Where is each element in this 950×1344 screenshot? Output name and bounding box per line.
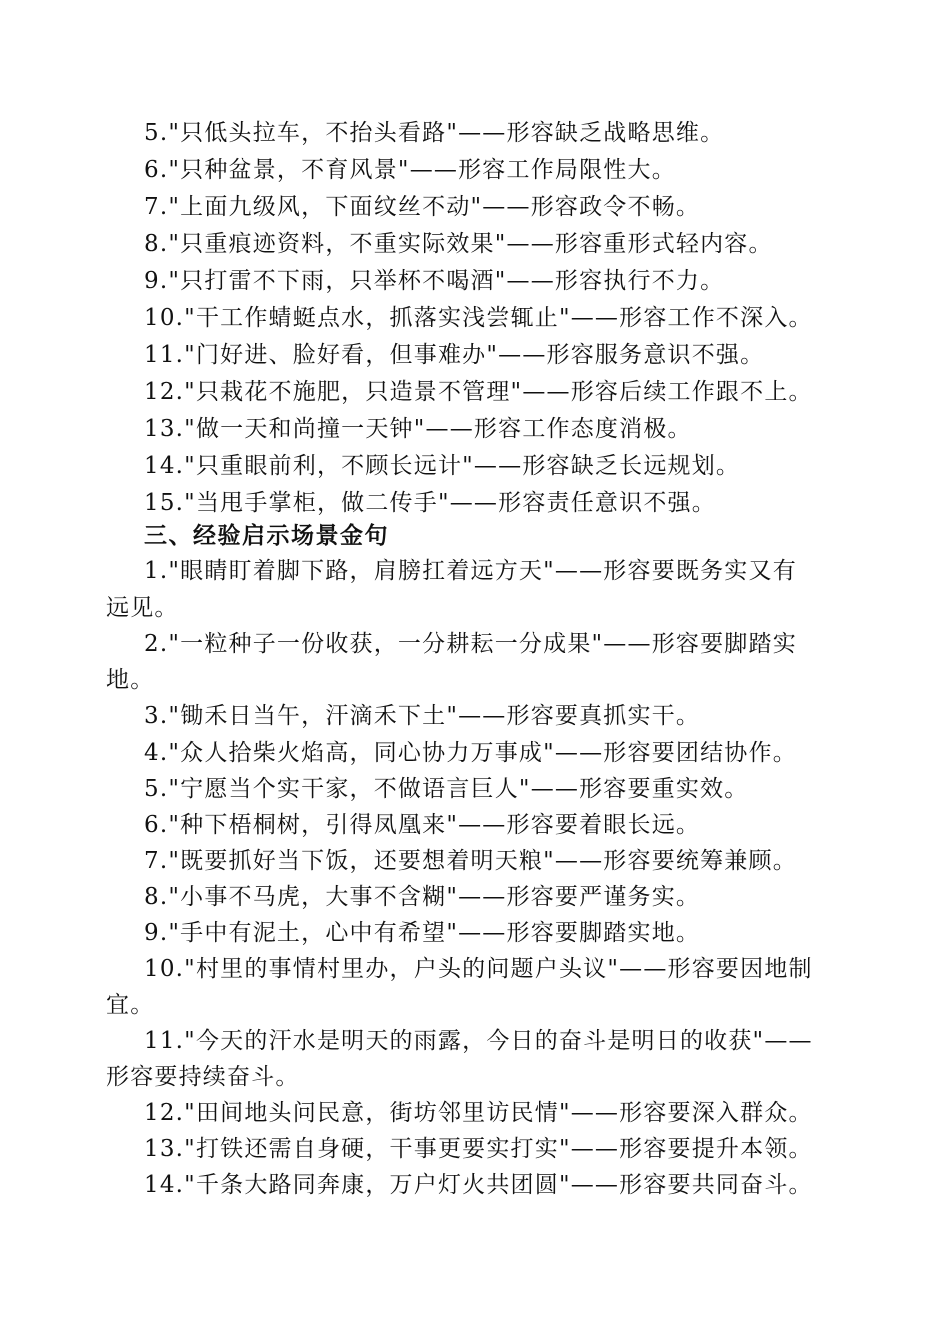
section3-item: 10."村里的事情村里办，户头的问题户头议"——形容要因地制 [144,956,813,982]
section2-item: 13."做一天和尚撞一天钟"——形容工作态度消极。 [144,416,692,442]
section3-item-cont: 远见。 [106,595,179,621]
section3-item: 2."一粒种子一份收获，一分耕耘一分成果"——形容要脚踏实 [144,631,797,657]
section2-item: 9."只打雷不下雨，只举杯不喝酒"——形容执行不力。 [144,268,725,294]
section2-item: 11."门好进、脸好看，但事难办"——形容服务意识不强。 [144,342,765,368]
section3-item: 8."小事不马虎，大事不含糊"——形容要严谨务实。 [144,884,701,910]
section3-heading: 三、经验启示场景金句 [144,523,389,549]
section3-item: 6."种下梧桐树，引得凤凰来"——形容要着眼长远。 [144,812,701,838]
section3-item: 3."锄禾日当午，汗滴禾下土"——形容要真抓实干。 [144,703,701,729]
section3-item: 7."既要抓好当下饭，还要想着明天粮"——形容要统筹兼顾。 [144,848,797,874]
section3-item: 14."千条大路同奔康，万户灯火共团圆"——形容要共同奋斗。 [144,1172,813,1198]
section3-item-cont: 地。 [106,667,155,693]
section2-item: 12."只栽花不施肥，只造景不管理"——形容后续工作跟不上。 [144,379,813,405]
section3-item: 9."手中有泥土，心中有希望"——形容要脚踏实地。 [144,920,701,946]
section2-item: 10."干工作蜻蜓点水，抓落实浅尝辄止"——形容工作不深入。 [144,305,813,331]
section2-item: 7."上面九级风，下面纹丝不动"——形容政令不畅。 [144,194,701,220]
section3-item: 13."打铁还需自身硬，干事更要实打实"——形容要提升本领。 [144,1136,813,1162]
section2-item: 5."只低头拉车，不抬头看路"——形容缺乏战略思维。 [144,120,725,146]
section3-item: 12."田间地头问民意，街坊邻里访民情"——形容要深入群众。 [144,1100,813,1126]
section3-item: 1."眼睛盯着脚下路，肩膀扛着远方天"——形容要既务实又有 [144,558,797,584]
section2-item: 8."只重痕迹资料，不重实际效果"——形容重形式轻内容。 [144,231,773,257]
section3-item: 11."今天的汗水是明天的雨露，今日的奋斗是明日的收获"—— [144,1028,813,1054]
section3-item: 5."宁愿当个实干家，不做语言巨人"——形容要重实效。 [144,776,749,802]
section2-item: 14."只重眼前利，不顾长远计"——形容缺乏长远规划。 [144,453,741,479]
section2-item: 6."只种盆景，不育风景"——形容工作局限性大。 [144,157,676,183]
section3-item: 4."众人拾柴火焰高，同心协力万事成"——形容要团结协作。 [144,740,797,766]
section2-item: 15."当甩手掌柜，做二传手"——形容责任意识不强。 [144,490,716,516]
section3-item-cont: 形容要持续奋斗。 [106,1064,300,1090]
section3-item-cont: 宜。 [106,992,155,1018]
